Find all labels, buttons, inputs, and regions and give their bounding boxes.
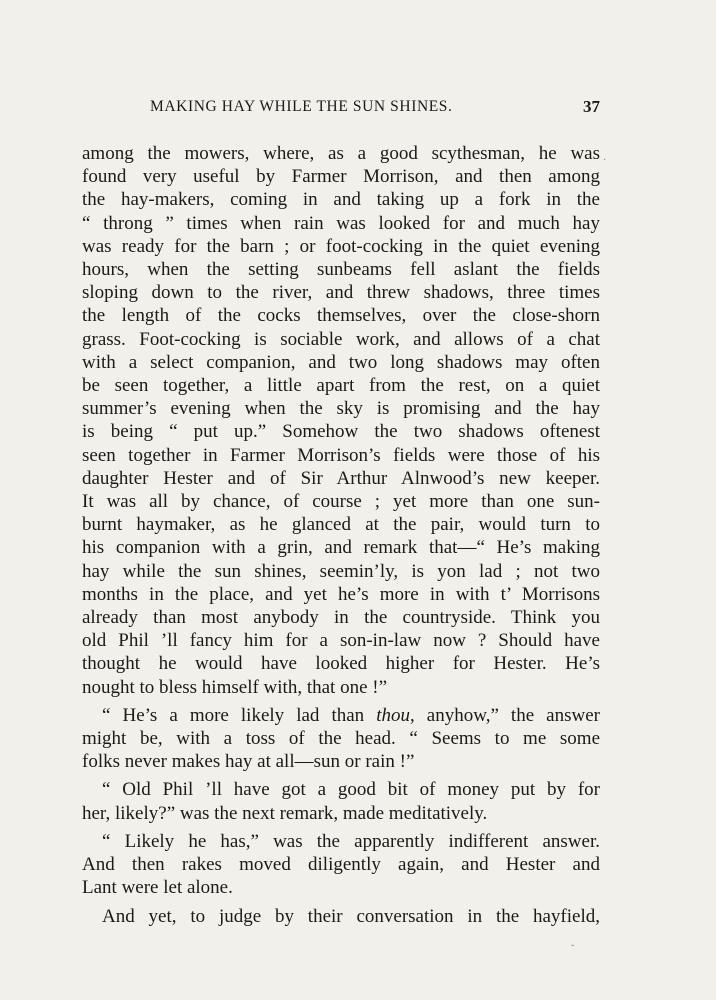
page-number: 37 bbox=[583, 97, 600, 116]
text-line: seen together in Farmer Morrison’s fields were those of his bbox=[82, 444, 600, 466]
italic-word: thou bbox=[376, 704, 410, 726]
text-line: with a select companion, and two long shadows may often bbox=[82, 351, 600, 373]
text-line: nought to bless himself with, that one !” bbox=[82, 676, 388, 698]
text-line: grass. Foot-cocking is sociable work, and allows of a chat bbox=[82, 328, 600, 350]
text-line: Lant were let alone. bbox=[82, 877, 233, 899]
text-line: the hay-makers, coming in and taking up a fork in the bbox=[82, 189, 600, 211]
text-line: her, likely?” was the next remark, made meditatively. bbox=[82, 802, 488, 824]
text-line bbox=[82, 704, 600, 727]
text-line: And then rakes moved diligently again, and Hester and bbox=[82, 854, 600, 876]
text-line: already than most anybody in the countryside. Think you bbox=[82, 607, 600, 629]
text-line: sloping down to the river, and threw shadows, three times bbox=[82, 282, 600, 304]
text-line: was ready for the barn ; or foot-cocking in the quiet evening bbox=[82, 235, 600, 257]
text-line: daughter Hester and of Sir Arthur Alnwood’s new keeper. bbox=[82, 467, 600, 489]
text-line: among the mowers, where, as a good scythesman, he was bbox=[82, 143, 600, 164]
text-line: “ Old Phil ’ll have got a good bit of money put by for bbox=[102, 779, 600, 801]
text-line: summer’s evening when the sky is promising and the hay bbox=[82, 398, 600, 420]
text-line: the length of the cocks themselves, over the close-shorn bbox=[82, 305, 600, 327]
text-line: months in the place, and yet he’s more in with t’ Morrisons bbox=[82, 583, 600, 605]
running-title: MAKING HAY WHILE THE SUN SHINES. bbox=[150, 98, 453, 115]
text-line: might be, with a toss of the head. “ Seems to me some bbox=[82, 728, 600, 750]
print-speck: · bbox=[603, 155, 607, 166]
text-line: be seen together, a little apart from the rest, on a quiet bbox=[82, 375, 600, 397]
text-line: “ Likely he has,” was the apparently indifferent answer. bbox=[102, 830, 600, 852]
text-line: his companion with a grin, and remark that—“ He’s making bbox=[82, 537, 600, 559]
text-line: hours, when the setting sunbeams fell aslant the fields bbox=[82, 259, 600, 281]
text-line: And yet, to judge by their conversation in the hayfield, bbox=[102, 905, 600, 927]
print-speck: ˇ bbox=[571, 944, 575, 955]
running-head bbox=[82, 98, 600, 124]
text-fragment: “ He’s a more likely lad than bbox=[102, 704, 377, 726]
text-line: old Phil ’ll fancy him for a son-in-law now ? Should have bbox=[82, 630, 600, 652]
text-line: folks never makes hay at all—sun or rain !” bbox=[82, 751, 415, 773]
text-line: is being “ put up.” Somehow the two shadows oftenest bbox=[82, 421, 600, 443]
text-line: It was all by chance, of course ; yet more than one sun- bbox=[82, 491, 600, 513]
body-text bbox=[82, 142, 600, 928]
text-line: burnt haymaker, as he glanced at the pair, would turn to bbox=[82, 514, 600, 536]
text-line: thought he would have looked higher for Hester. He’s bbox=[82, 653, 600, 675]
text-line: found very useful by Farmer Morrison, and then among bbox=[82, 166, 600, 188]
text-line: “ throng ” times when rain was looked for and much hay bbox=[82, 212, 600, 234]
text-line: hay while the sun shines, seemin’ly, is yon lad ; not two bbox=[82, 560, 600, 582]
text-fragment: , anyhow,” the answer bbox=[410, 704, 600, 726]
